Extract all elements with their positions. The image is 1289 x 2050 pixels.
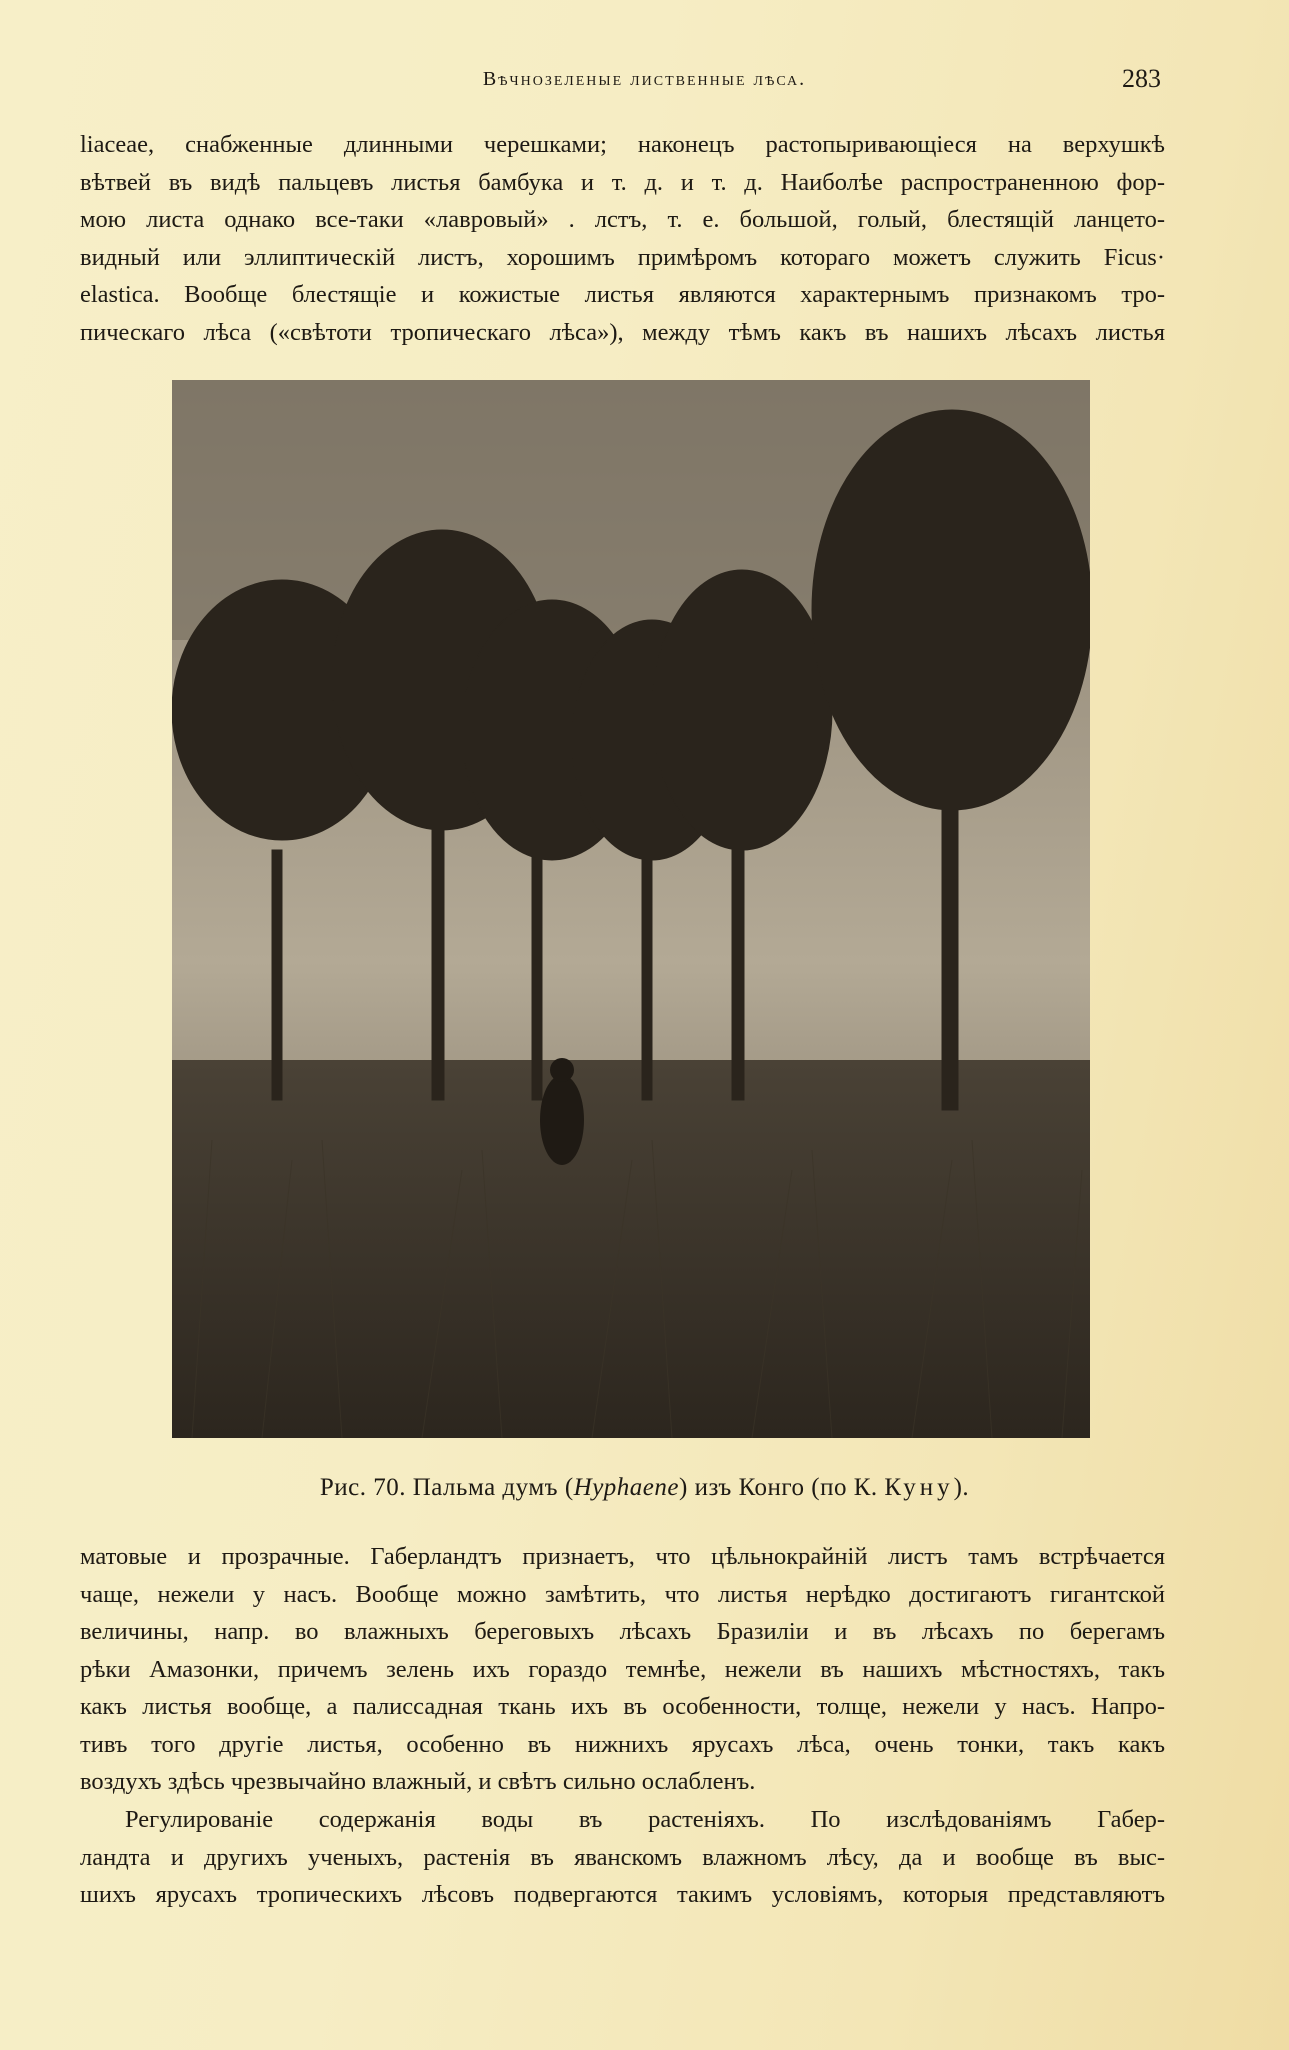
text-line: рѣки Амазонки, причемъ зелень ихъ гораздо темнѣе, нежели въ нашихъ мѣстностяхъ, такъ <box>80 1655 1165 1683</box>
text-line: воздухъ здѣсь чрезвычайно влажный, и свѣтъ сильно ослабленъ. <box>80 1768 756 1795</box>
text-line: тивъ того другіе листья, особенно въ нижнихъ ярусахъ лѣса, очень тонки, такъ какъ <box>80 1730 1165 1758</box>
text-line: величины, напр. во влажныхъ береговыхъ лѣсахъ Бразиліи и въ лѣсахъ по берегамъ <box>80 1618 1165 1645</box>
text-line: вѣтвей въ видѣ пальцевъ листья бамбука и т. д. и т. д. Наиболѣе распространенною фор- <box>80 168 1165 196</box>
section-paragraph <box>80 1801 1165 1914</box>
text-line: пическаго лѣса («свѣтоти тропическаго лѣса»), между тѣмъ какъ въ нашихъ лѣсахъ листья <box>80 318 1165 346</box>
running-header: Вѣчнозеленые лиственные лѣса. <box>482 68 807 90</box>
text-line: чаще, нежели у насъ. Вообще можно замѣтить, что листья нерѣдко достигаютъ гигантской <box>80 1580 1165 1608</box>
text-line: liaceae, снабженные длинными черешками; наконецъ растопыривающіеся на верхушкѣ <box>80 131 1165 158</box>
text-line: видный или эллиптическій листъ, хорошимъ примѣромъ котораго можетъ служить Ficus· <box>80 243 1165 271</box>
page-number: 283 <box>1122 64 1161 93</box>
text-line: какъ листья вообще, а палиссадная ткань ихъ въ особенности, толще, нежели у насъ. Напро- <box>80 1693 1165 1720</box>
text-line: матовые и прозрачные. Габерландтъ признаетъ, что цѣльнокрайній листъ тамъ встрѣчается <box>80 1543 1165 1570</box>
figure-caption: Рис. 70. Пальма думъ (Hyphaene) изъ Конго (по К. Куну). <box>319 1474 970 1501</box>
text-line: мою листа однако все-таки «лавровый» . лстъ, т. е. большой, голый, блестящій ланцето- <box>80 206 1165 233</box>
caption-author: Куну <box>884 1474 954 1501</box>
palm-illustration <box>172 380 1090 1438</box>
top-paragraph <box>80 126 1165 351</box>
text-line: Регулированіе содержанія воды въ растеніяхъ. По изслѣдованіямъ Габер- <box>125 1806 1165 1833</box>
text-line: elastica. Вообще блестящіе и кожистые листья являются характернымъ признакомъ тро- <box>80 281 1165 308</box>
palm-photograph <box>172 380 1090 1438</box>
caption-genus: Hyphaene <box>573 1474 679 1501</box>
bottom-paragraph <box>80 1538 1165 1801</box>
text-line: ландта и другихъ ученыхъ, растенія въ яванскомъ влажномъ лѣсу, да и вообще въ выс- <box>80 1843 1165 1871</box>
text-line: шихъ ярусахъ тропическихъ лѣсовъ подвергаются такимъ условіямъ, которыя представляютъ <box>80 1881 1165 1908</box>
